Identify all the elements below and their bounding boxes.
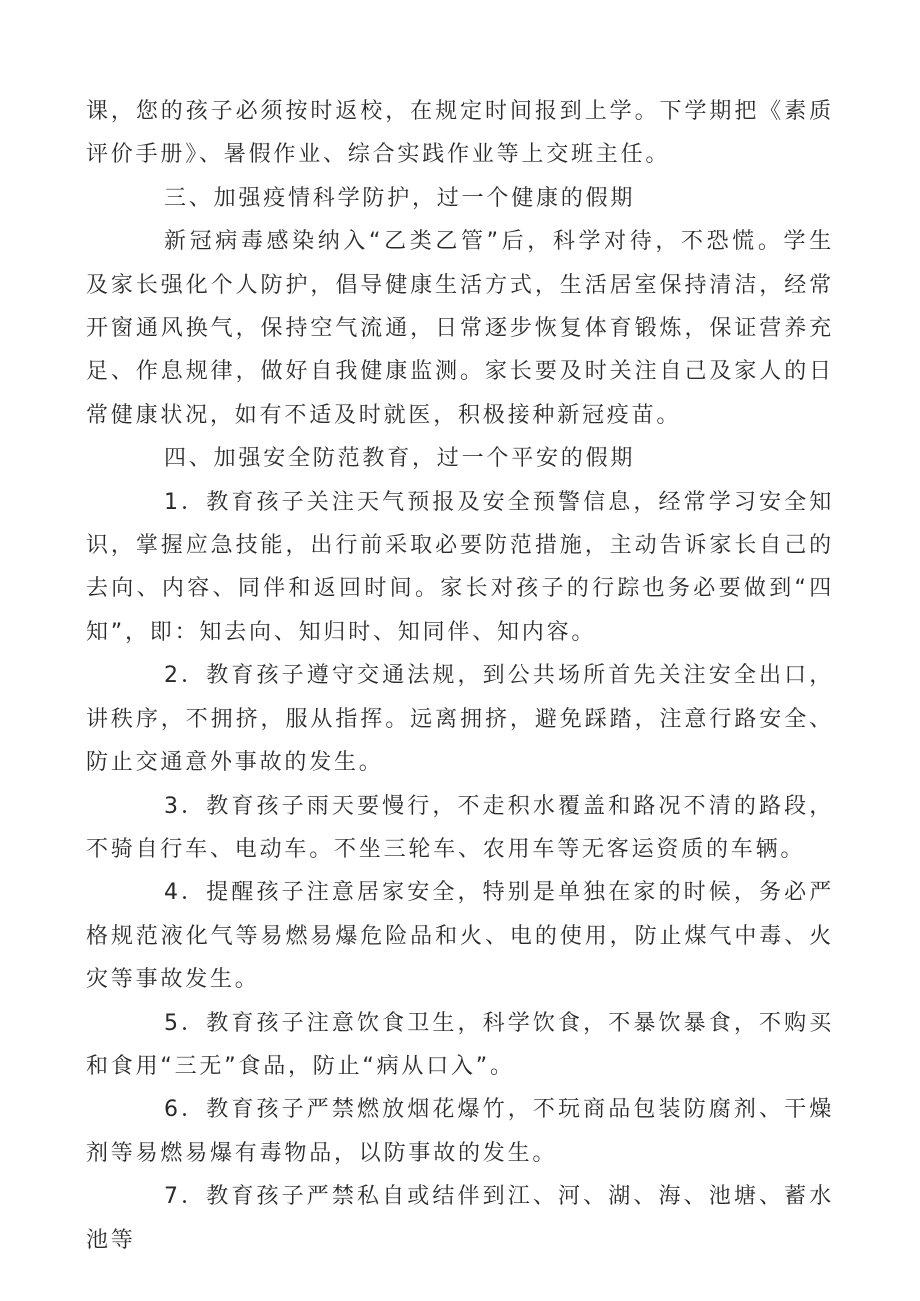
list-item-4: 4．提醒孩子注意居家安全，特别是单独在家的时候，务必严格规范液化气等易燃易爆危险品和火、电的使用，防止煤气中毒、火灾等事故发生。 bbox=[86, 880, 834, 993]
list-item-5: 5．教育孩子注意饮食卫生，科学饮食，不暴饮暴食，不购买和食用“三无”食品，防止“病从口入”。 bbox=[86, 1010, 834, 1079]
section-heading-four: 四、加强安全防范教育，过一个平安的假期 bbox=[164, 446, 636, 472]
list-item-2: 2．教育孩子遵守交通法规，到公共场所首先关注安全出口，讲秩序，不拥挤，服从指挥。远离拥挤，避免踩踏，注意行路安全、防止交通意外事故的发生。 bbox=[86, 663, 834, 776]
list-item-7: 7．教育孩子严禁私自或结伴到江、河、湖、海、池塘、蓄水池等 bbox=[86, 1184, 834, 1253]
list-item-1: 1．教育孩子关注天气预报及安全预警信息，经常学习安全知识，掌握应急技能，出行前采取必要防范措施，主动告诉家长自己的去向、内容、同伴和返回时间。家长对孩子的行踪也务必要做到“四知”，即：知去向、知归时、知同伴、知内容。 bbox=[86, 489, 834, 645]
document-body bbox=[86, 90, 834, 1262]
list-item-3: 3．教育孩子雨天要慢行，不走积水覆盖和路况不清的路段，不骑自行车、电动车。不坐三轮车、农用车等无客运资质的车辆。 bbox=[86, 793, 834, 862]
section-heading-three: 三、加强疫情科学防护，过一个健康的假期 bbox=[164, 185, 636, 211]
list-item-6: 6．教育孩子严禁燃放烟花爆竹，不玩商品包装防腐剂、干燥剂等易燃易爆有毒物品，以防事故的发生。 bbox=[86, 1097, 834, 1166]
paragraph-epidemic-prevention: 新冠病毒感染纳入“乙类乙管”后，科学对待，不恐慌。学生及家长强化个人防护，倡导健康生活方式，生活居室保持清洁，经常开窗通风换气，保持空气流通，日常逐步恢复体育锻炼，保证营养充足、作息规律，做好自我健康监测。家长要及时关注自己及家人的日常健康状况，如有不适及时就医，积极接种新冠疫苗。 bbox=[86, 229, 834, 428]
paragraph-continuation: 课，您的孩子必须按时返校，在规定时间报到上学。下学期把《素质评价手册》、暑假作业、综合实践作业等上交班主任。 bbox=[86, 99, 834, 168]
